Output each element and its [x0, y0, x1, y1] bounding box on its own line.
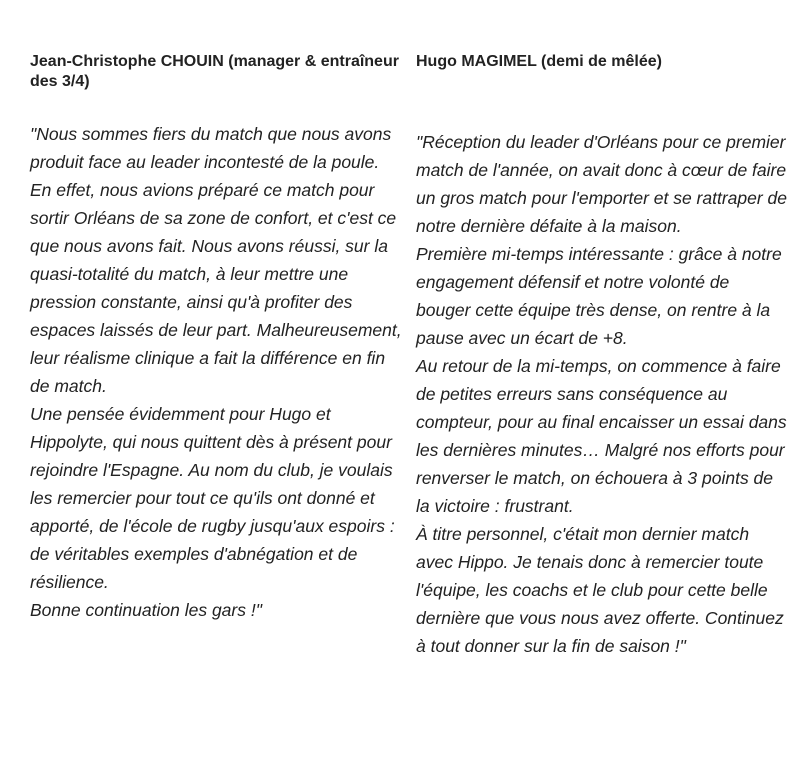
quote-paragraph: Première mi-temps intéressante : grâce à notre engagement défensif et notre volonté de bouger cette équipe très dense, on rentre à la pause avec un écart de +8.	[416, 244, 782, 348]
quote-paragraph: Bonne continuation les gars !"	[30, 600, 262, 620]
quote-paragraph: "Nous sommes fiers du match que nous avons produit face au leader incontesté de la poule. En effet, nous avions préparé ce match pour sortir Orléans de sa zone de confort, et c'est ce que nous avons fait. Nous avons réussi, sur la quasi-totalité du match, à leur mettre une pression constante, ainsi qu'à profiter des espaces laissés de leur part. Malheureusement, leur réalisme clinique a fait la différence en fin de match.	[30, 124, 402, 396]
speaker-name-right: Hugo MAGIMEL (demi de mêlée)	[416, 53, 662, 70]
quote-left	[30, 120, 402, 624]
quote-paragraph: À titre personnel, c'était mon dernier match avec Hippo. Je tenais donc à remercier toute l'équipe, les coachs et le club pour cette belle dernière que vous nous avez offerte. Continuez à tout donner sur la fin de saison !"	[416, 524, 784, 656]
quote-paragraph: Une pensée évidemment pour Hugo et Hippolyte, qui nous quittent dès à présent pour rejoindre l'Espagne. Au nom du club, je voulais les remercier pour tout ce qu'ils ont donné et apporté, de l'école de rugby jusqu'aux espoirs : de véritables exemples d'abnégation et de résilience.	[30, 404, 395, 592]
speaker-name-left: Jean-Christophe CHOUIN (manager & entraîneur des 3/4)	[30, 53, 399, 90]
quote-paragraph: Au retour de la mi-temps, on commence à faire de petites erreurs sans conséquence au compteur, pour au final encaisser un essai dans les dernières minutes… Malgré nos efforts pour renverser le match, on échouera à 3 points de la victoire : frustrant.	[416, 356, 787, 516]
quote-right	[416, 128, 788, 660]
quote-paragraph: "Réception du leader d'Orléans pour ce premier match de l'année, on avait donc à cœur de faire un gros match pour l'emporter et se rattraper de notre dernière défaite à la maison.	[416, 132, 788, 236]
